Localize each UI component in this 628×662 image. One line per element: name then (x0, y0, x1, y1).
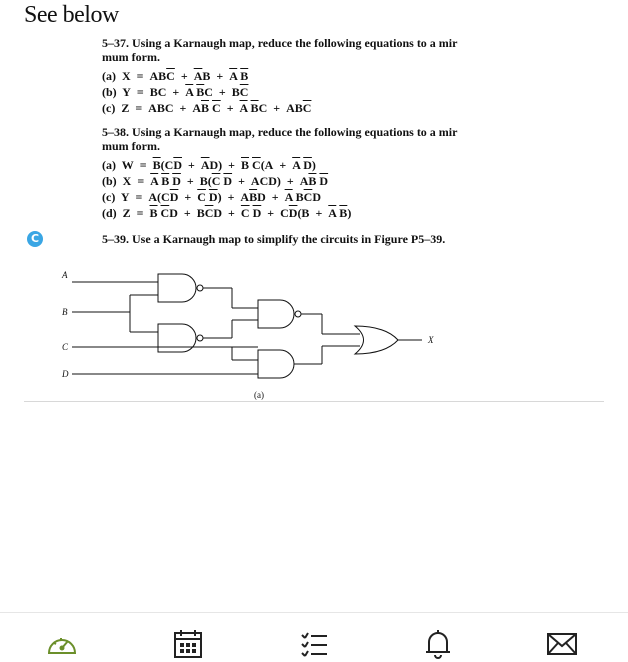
input-d-label: D (62, 369, 69, 379)
dashboard-icon (45, 629, 79, 659)
problem-538-intro: 5–38. Using a Karnaugh map, reduce the following equations to a mir (102, 125, 458, 139)
input-c-label: C (62, 342, 69, 352)
nav-dashboard[interactable] (42, 626, 82, 662)
nav-mail[interactable] (542, 626, 582, 662)
output-x-label: X (428, 335, 434, 345)
input-a-label: A (62, 270, 68, 280)
eq-537-c: (c) Z = ABC + $A\overline{B}$ $\overline{C} + \overline{A}$ $\overline{B}C + AB\overline{C}$ (102, 101, 312, 115)
problem-537-intro-cont: mum form. (102, 50, 160, 64)
eq-538-b: (b) $X = \overline{A}$ $\overline{B}$ $\overline{D} + B(\overline{C}$ $\overline{D} + ACD) + A\overline{B}$ $\overline{D}$ (102, 174, 329, 188)
nav-divider (0, 612, 628, 613)
eq-538-a: (a) $W = \overline{B}(C\overline{D} + \overline{A}D) + \overline{B}$ $\overline{C}(A + \overline{A}$ $\overline{D}$) (102, 158, 316, 172)
eq-538-c: (c) $Y = A(C\overline{D} + \overline{C}$ $\overline{D}) + A\overline{B}D + \overline{A}$ $B\overline{C}D$ (102, 190, 321, 204)
input-b-label: B (62, 307, 68, 317)
bottom-nav (0, 622, 628, 662)
bell-icon (423, 628, 453, 660)
eq-538-d: (d) $Z = \overline{B}$ $\overline{C}D + B\overline{C}D + \overline{C}$ $\overline{D} + C\overline{D}(B + \overline{A}$ $\overline{B}$) (102, 206, 352, 220)
and-gate-4 (258, 350, 294, 378)
or-gate-output (355, 326, 398, 354)
eq-537-b: (b) Y = BC + $\overline{A}$ $\overline{B}C + B\overline{C}$ (102, 85, 249, 99)
figure-caption: (a) (254, 390, 264, 400)
nav-list[interactable] (294, 626, 334, 662)
nand-gate-2 (158, 324, 196, 352)
and-gate-3 (258, 300, 294, 328)
list-icon (298, 629, 330, 659)
problem-539-text: 5–39. Use a Karnaugh map to simplify the circuits in Figure P5–39. (102, 232, 446, 246)
calendar-icon (172, 628, 204, 660)
page-title: See below (24, 2, 119, 28)
concept-badge[interactable]: C (27, 231, 43, 247)
eq-537-a: (a) $X = AB\overline{C} + \overline{A}B + \overline{A}$ $\overline{B}$ (102, 69, 249, 83)
nand-gate-1 (158, 274, 196, 302)
divider (24, 401, 604, 402)
problem-538-intro-cont: mum form. (102, 139, 160, 153)
mail-icon (545, 630, 579, 658)
logic-circuit-diagram (0, 262, 628, 402)
problem-537-intro: 5–37. Using a Karnaugh map, reduce the following equations to a mir (102, 36, 458, 50)
nav-notifications[interactable] (418, 626, 458, 662)
nav-calendar[interactable] (168, 626, 208, 662)
